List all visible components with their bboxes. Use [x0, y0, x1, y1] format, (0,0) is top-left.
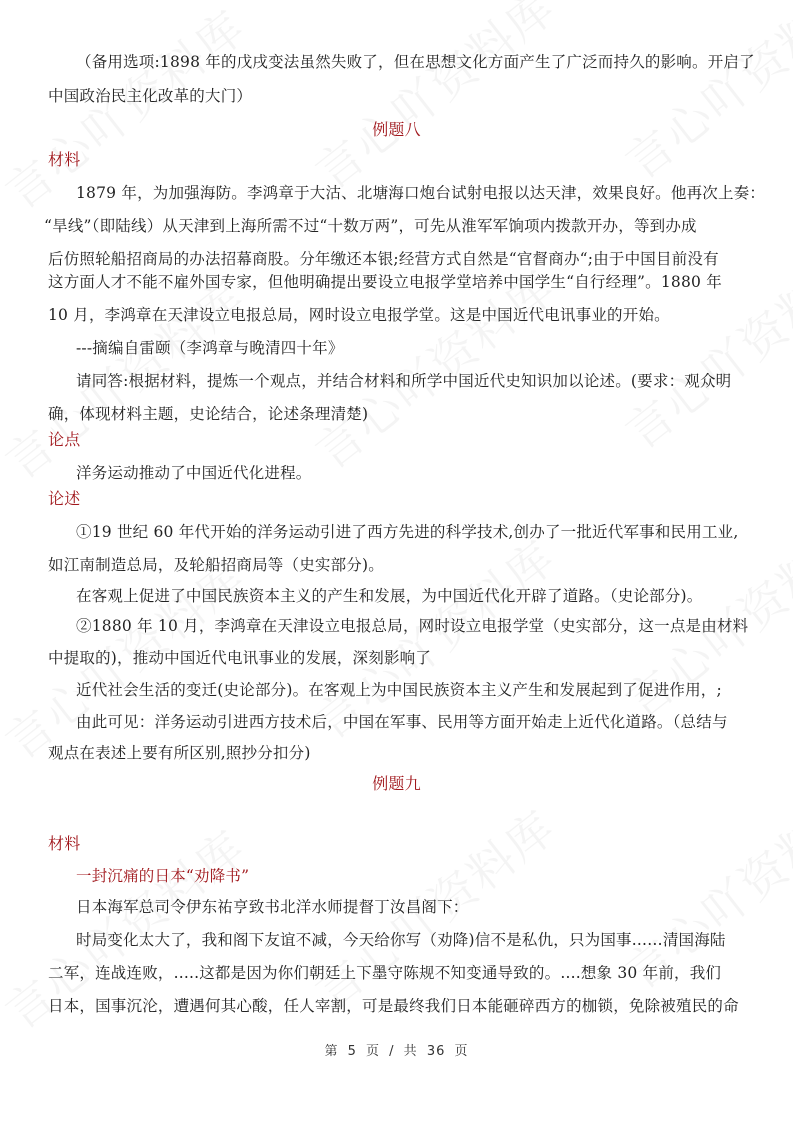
argument-line: 中提取的)，推动中国近代电讯事业的发展，深刻影响了 — [48, 649, 432, 667]
material-line: 日本海军总司令伊东祐亨致书北洋水师提督丁汝昌阁下： — [76, 898, 469, 916]
argument-line: 如江南制造总局，及轮船招商局等（史实部分)。 — [48, 556, 384, 574]
material-line: 日本，国事沉沦，遭遇何其心酸，任人宰割，可是最终我们日本能砸碎西方的枷锁，免除被殖民的命 — [48, 997, 739, 1015]
section-label-material: 材料 — [48, 150, 81, 169]
alt-option-line: 中国政治民主化改革的大门） — [48, 87, 253, 105]
material-line: 二军，连战连败，.....这都是因为你们朝廷上下墨守陈规不知变通导致的。....想象 30 年前，我们 — [48, 964, 722, 982]
material-line: 时局变化太大了，我和阁下友谊不减，今天给你写（劝降)信不是私仇，只为国事...…清国海陆 — [76, 931, 726, 949]
section-label-material: 材料 — [48, 834, 81, 853]
example-title: 例题九 — [372, 774, 421, 793]
section-label-thesis: 论点 — [48, 430, 81, 449]
material-line: 1879 年，为加强海防。李鸿章于大沽、北塘海口炮台试射电报以达天津，效果良好。他再次上奏： — [76, 184, 766, 202]
thesis-text: 洋务运动推动了中国近代化进程。 — [76, 464, 312, 482]
argument-line: 观点在表述上要有所区别,照抄分扣分) — [48, 744, 311, 762]
question-text: 请同答:根据材料，提炼一个观点，并结合材料和所学中国近代史知识加以论述。(要求：观众明 — [76, 372, 732, 390]
material-subtitle: 一封沉痛的日本“劝降书” — [76, 867, 250, 885]
argument-line: ①19 世纪 60 年代开始的洋务运动引进了西方先进的科学技术,创办了一批近代军事和民用工业, — [76, 523, 739, 541]
page-number: 第 5 页 / 共 36 页 — [324, 1044, 469, 1059]
material-line: 这方面人才不能不雇外国专家，但他明确提出要设立电报学堂培养中国学生“自行经理”。1880 年 — [48, 273, 722, 291]
example-title: 例题八 — [372, 120, 421, 139]
argument-line: 由此可见：洋务运动引进西方技术后，中国在军事、民用等方面开始走上近代化道路。（总结与 — [76, 713, 728, 731]
alt-option-line: （备用选项:1898 年的戊戌变法虽然失败了，但在思想文化方面产生了广泛而持久的影响。开启了 — [76, 53, 755, 71]
source-citation: ---摘编自雷颐（李鸿章与晚清四十年》 — [76, 339, 344, 357]
material-line: 后仿照轮船招商局的办法招幕商股。分年缴还本银;经营方式自然是“官督商办“;由于中国目前没有 — [48, 250, 719, 268]
section-label-argument: 论述 — [48, 489, 81, 508]
argument-line: ②1880 年 10 月，李鸿章在天津设立电报总局，网时设立电报学堂（史实部分，这一点是由材料 — [76, 617, 749, 635]
argument-line: 在客观上促进了中国民族资本主义的产生和发展，为中国近代化开辟了道路。（史论部分)。 — [76, 587, 703, 605]
argument-line: 近代社会生活的变迁(史论部分)。在客观上为中国民族资本主义产生和发展起到了促进作用，; — [76, 681, 722, 699]
material-line: 10 月，李鸿章在天津设立电报总局，网时设立电报学堂。这是中国近代电讯事业的开始。 — [48, 306, 670, 324]
material-line: “旱线”（即陆线）从天津到上海所需不过“十数万两”，可先从淮军军饷项内拨款开办，等到办成 — [44, 217, 697, 235]
question-text: 确，体现材料主题，史论结合，论述条理清楚) — [48, 405, 369, 423]
